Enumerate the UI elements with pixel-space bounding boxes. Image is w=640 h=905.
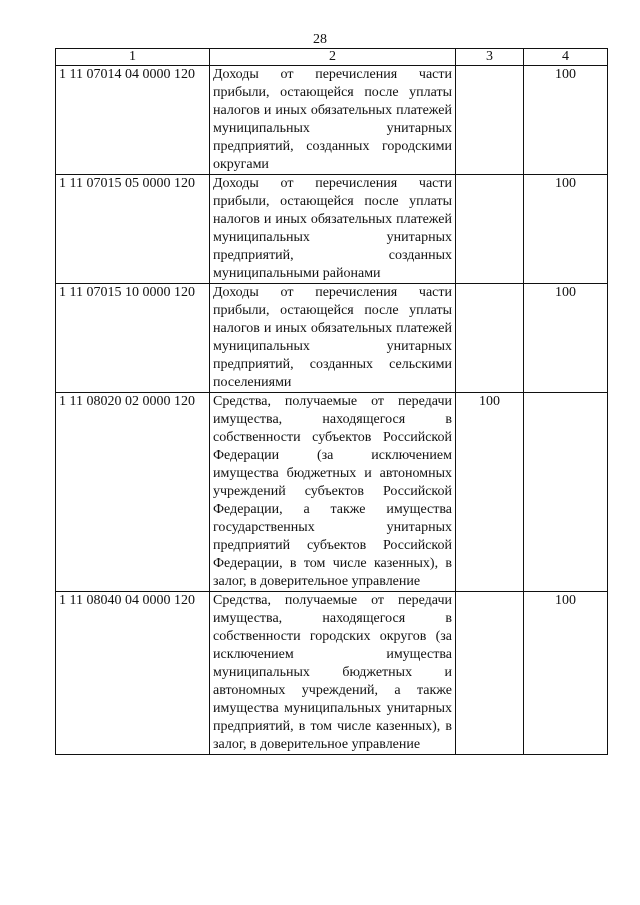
page-number: 28 xyxy=(313,32,327,47)
budget-code: 1 11 08020 02 0000 120 xyxy=(56,393,210,592)
table-row xyxy=(56,284,608,393)
budget-code: 1 11 07015 05 0000 120 xyxy=(56,175,210,284)
value-col4: 100 xyxy=(524,592,608,755)
table-header-row xyxy=(56,49,608,66)
revenue-description: Доходы от перечисления части прибыли, остающейся после уплаты налогов и иных обязательных платежей муниципальных унитарных предприятий, созданных сельскими поселениями xyxy=(210,284,456,393)
value-col4: 100 xyxy=(524,175,608,284)
value-col3 xyxy=(456,175,524,284)
value-col3 xyxy=(456,66,524,175)
value-col3: 100 xyxy=(456,393,524,592)
table-row xyxy=(56,592,608,755)
value-col3 xyxy=(456,284,524,393)
table-row xyxy=(56,66,608,175)
column-header-4: 4 xyxy=(524,49,608,66)
column-header-3: 3 xyxy=(456,49,524,66)
value-col4: 100 xyxy=(524,284,608,393)
budget-classification-table xyxy=(55,48,608,755)
table-row xyxy=(56,393,608,592)
budget-code: 1 11 07014 04 0000 120 xyxy=(56,66,210,175)
revenue-description: Средства, получаемые от передачи имущества, находящегося в собственности городских округов (за исключением имущества муниципальных бюджетных и автономных учреждений, а также имущества муниципальных унитарных предприятий, в том числе казенных), в залог, в доверительное управление xyxy=(210,592,456,755)
value-col3 xyxy=(456,592,524,755)
budget-code: 1 11 07015 10 0000 120 xyxy=(56,284,210,393)
value-col4: 100 xyxy=(524,66,608,175)
table-row xyxy=(56,175,608,284)
budget-code: 1 11 08040 04 0000 120 xyxy=(56,592,210,755)
revenue-description: Доходы от перечисления части прибыли, остающейся после уплаты налогов и иных обязательных платежей муниципальных унитарных предприятий, созданных городскими округами xyxy=(210,66,456,175)
column-header-2: 2 xyxy=(210,49,456,66)
revenue-description: Доходы от перечисления части прибыли, остающейся после уплаты налогов и иных обязательных платежей муниципальных унитарных предприятий, созданных муниципальными районами xyxy=(210,175,456,284)
value-col4 xyxy=(524,393,608,592)
column-header-1: 1 xyxy=(56,49,210,66)
revenue-description: Средства, получаемые от передачи имущества, находящегося в собственности субъектов Российской Федерации (за исключением имущества бюджетных и автономных учреждений субъектов Российской Федерации, а также имущества государственных унитарных предприятий субъектов Российской Федерации, в том числе казенных), в залог, в доверительное управление xyxy=(210,393,456,592)
